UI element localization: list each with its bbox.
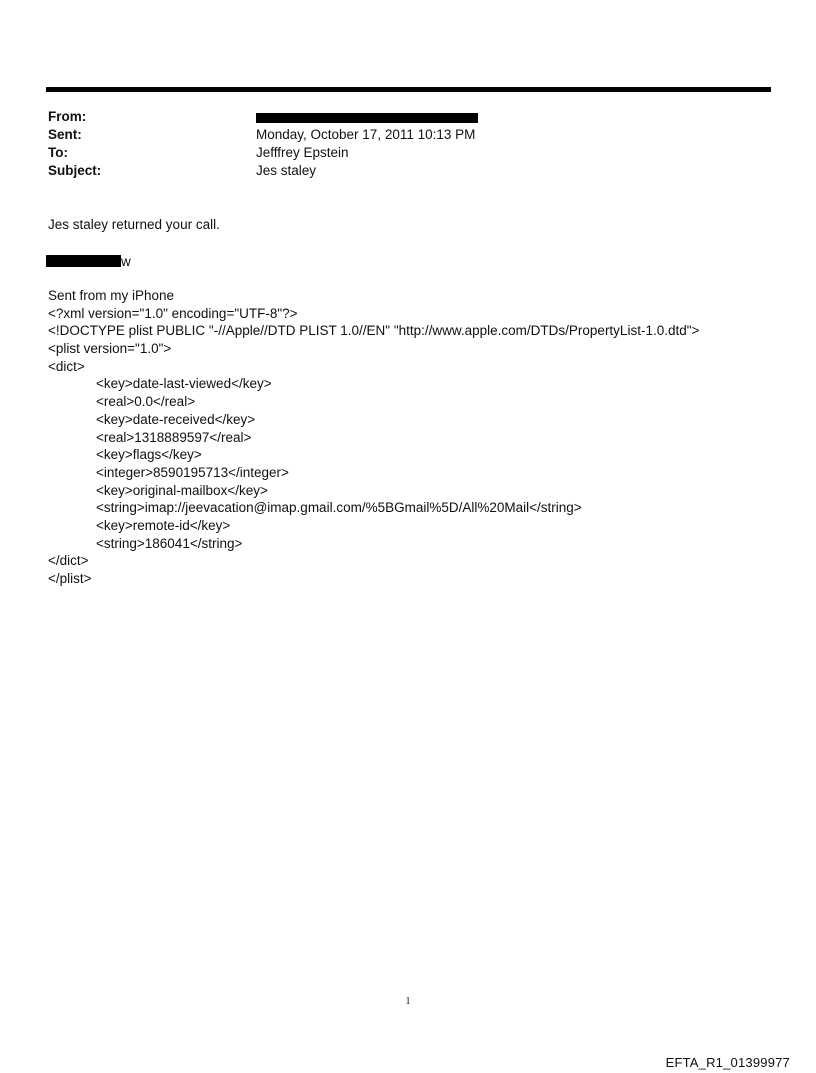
signature-line bbox=[46, 253, 131, 271]
to-row bbox=[48, 144, 748, 162]
email-header bbox=[48, 108, 748, 180]
from-label: From: bbox=[48, 109, 87, 124]
redaction-bar bbox=[46, 255, 121, 267]
sent-label: Sent: bbox=[48, 127, 82, 142]
from-row bbox=[48, 108, 748, 126]
xml-line: <key>date-last-viewed</key> bbox=[96, 376, 272, 392]
xml-line: <real>0.0</real> bbox=[96, 394, 196, 410]
xml-line: <key>flags</key> bbox=[96, 447, 202, 463]
redaction-bar bbox=[256, 113, 478, 123]
signature-suffix: w bbox=[121, 254, 131, 269]
xml-line: <?xml version="1.0" encoding="UTF-8"?> bbox=[48, 305, 298, 321]
sent-row bbox=[48, 126, 748, 144]
xml-line: <real>1318889597</real> bbox=[96, 429, 252, 445]
bates-number: EFTA_R1_01399977 bbox=[665, 1055, 790, 1070]
xml-line: <!DOCTYPE plist PUBLIC "-//Apple//DTD PLIST 1.0//EN" "http://www.apple.com/DTDs/PropertyList-1.0.dtd"> bbox=[48, 323, 700, 339]
to-label: To: bbox=[48, 145, 68, 160]
xml-line: </plist> bbox=[48, 571, 92, 586]
page-number: 1 bbox=[405, 996, 411, 1007]
subject-row bbox=[48, 162, 748, 180]
xml-line: <string>186041</string> bbox=[96, 535, 243, 551]
plist-xml bbox=[48, 305, 699, 588]
message-text: Jes staley returned your call. bbox=[48, 217, 220, 232]
message-body-xml bbox=[48, 287, 699, 588]
sent-from-line: Sent from my iPhone bbox=[48, 288, 175, 303]
subject-value: Jes staley bbox=[256, 163, 317, 178]
xml-line: <key>remote-id</key> bbox=[96, 517, 231, 533]
xml-line: <dict> bbox=[48, 358, 85, 374]
xml-line: </dict> bbox=[48, 553, 89, 569]
sent-value: Monday, October 17, 2011 10:13 PM bbox=[256, 127, 476, 142]
xml-line: <integer>8590195713</integer> bbox=[96, 464, 289, 480]
header-rule bbox=[46, 87, 771, 92]
xml-line: <plist version="1.0"> bbox=[48, 341, 172, 357]
to-value: Jefffrey Epstein bbox=[256, 145, 349, 160]
subject-label: Subject: bbox=[48, 163, 102, 178]
xml-line: <key>original-mailbox</key> bbox=[96, 482, 268, 498]
xml-line: <string>imap://jeevacation@imap.gmail.com/%5BGmail%5D/All%20Mail</string> bbox=[96, 500, 582, 516]
from-value bbox=[256, 108, 478, 126]
xml-line: <key>date-received</key> bbox=[96, 411, 256, 427]
